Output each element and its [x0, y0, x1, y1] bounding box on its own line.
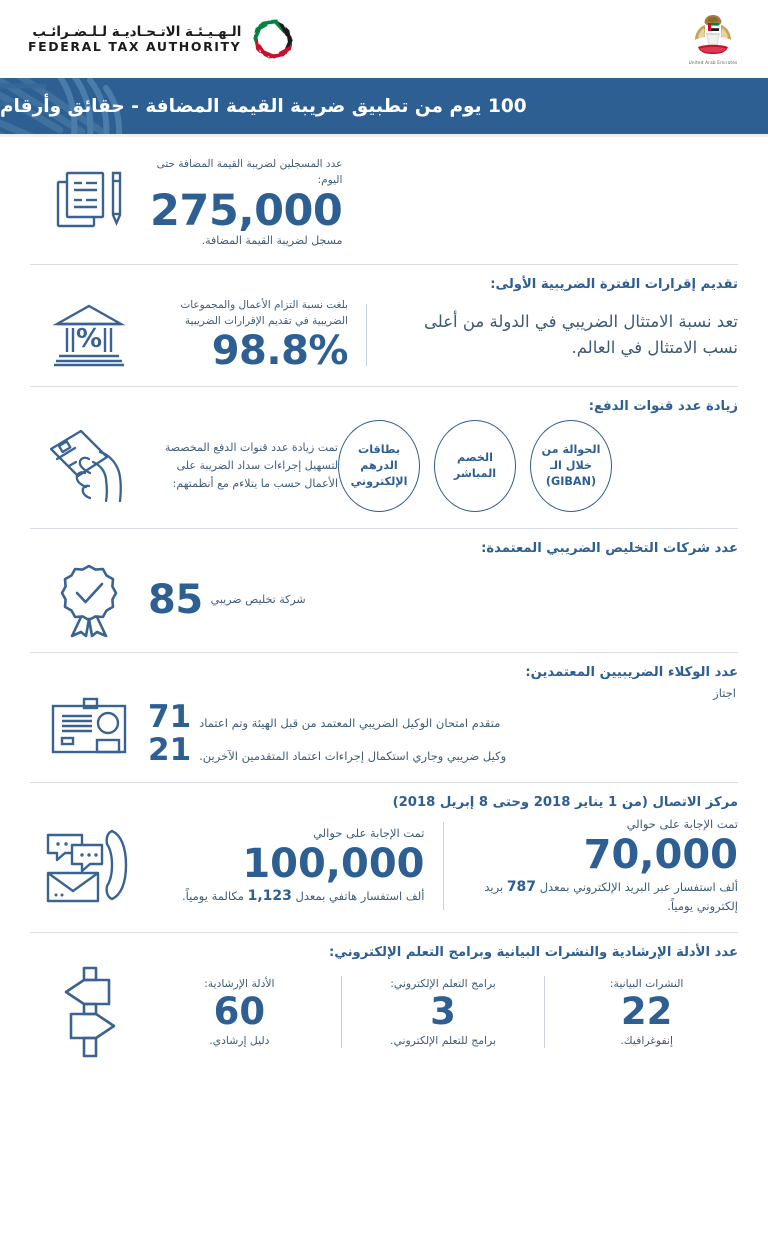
phone-tail-a: ألف استفسار هاتفي بمعدل: [295, 888, 425, 903]
compliance-divider: [366, 304, 367, 366]
id-card-icon: [30, 696, 148, 758]
agents-line-21: [148, 731, 738, 768]
infographics-sub: إنفوغرافيك.: [620, 1034, 673, 1048]
clearance-stat: [148, 576, 306, 623]
payment-channel-circles: [338, 420, 612, 512]
agents-top-label: اجتاز: [713, 685, 736, 700]
payment-description: [148, 439, 338, 493]
email-tail-b: بريد إلكتروني يومياً.: [484, 879, 738, 914]
svg-text:%: %: [75, 324, 103, 355]
call-center-title: مركز الاتصال (من 1 يناير 2018 وحتى 8 إبريل 2018): [392, 794, 738, 810]
fta-logo-text: [28, 25, 241, 52]
page-header: [0, 0, 768, 78]
phone-rate: 1,123: [247, 887, 292, 904]
section-tax-agents: [0, 653, 768, 782]
clearance-value: 85: [148, 576, 203, 623]
learning-item-elearning: [352, 976, 535, 1049]
clearance-sub: شركة تخليص ضريبي: [210, 593, 306, 607]
call-center-email: [462, 816, 739, 916]
guides-sub: دليل إرشادي.: [209, 1034, 270, 1048]
agents-value-21: 21: [148, 731, 192, 768]
hand-card-icon: [30, 429, 148, 503]
registrants-sub: مسجل لضريبة القيمة المضافة.: [201, 233, 343, 247]
section-call-center: [0, 783, 768, 932]
section-compliance: [0, 265, 768, 386]
phone-value: 100,000: [242, 840, 425, 887]
payment-title: زيادة عدد قنوات الدفع:: [588, 398, 738, 414]
agents-line-71: [148, 698, 738, 735]
compliance-stat: [148, 298, 348, 372]
learning-item-guides: [148, 976, 331, 1049]
email-lead: تمت الإجابة على حوالي: [626, 816, 738, 831]
learning-title: عدد الأدلة الإرشادية والنشرات البيانية وبرامج التعلم الإلكتروني:: [328, 945, 738, 961]
signpost-icon: [30, 966, 148, 1058]
elearning-sub: برامج للتعلم الإلكتروني.: [390, 1034, 496, 1048]
payment-lead: تمت زيادة عدد قنوات الدفع المخصصة لتسهيل إجراءات سداد الضريبة على الأعمال حسب ما يتلاءم مع أنظمتهم:: [164, 440, 338, 491]
section-clearance: [0, 529, 768, 652]
section-registrants: [0, 137, 768, 264]
agents-value-71: 71: [148, 698, 192, 735]
registrants-lead: عدد المسجلين لضريبة القيمة المضافة حتى اليوم:: [156, 158, 343, 186]
compliance-title: تقديم إقرارات الفترة الضريبية الأولى:: [490, 277, 738, 293]
email-value: 70,000: [583, 831, 738, 878]
uae-emblem-caption: United Arab Emirates: [688, 60, 738, 65]
uae-emblem: [678, 13, 748, 65]
registrants-value: 275,000: [150, 185, 343, 236]
guides-value: 60: [213, 989, 266, 1033]
documents-pen-icon: [30, 164, 150, 242]
payment-channel-direct-debit: الخصم المباشر: [434, 420, 516, 512]
uae-falcon-emblem-icon: [693, 13, 733, 59]
compliance-quote: تعد نسبة الامتثال الضريبي في الدولة من أعلى نسب الامتثال في العالم.: [423, 311, 738, 358]
fta-logo-arabic: الـهـيـئـة الاتـحـاديـة لـلـضـرائـب: [32, 24, 242, 41]
phone-chat-mail-icon: [30, 827, 148, 905]
compliance-lead: بلغت نسبة التزام الأعمال والمجموعات الضريبية في تقديم الإقرارات الضريبية: [180, 299, 348, 328]
infographics-value: 22: [620, 989, 673, 1033]
call-center-divider: [443, 822, 444, 910]
call-center-phone: [148, 825, 425, 907]
agents-text-21: وكيل ضريبي وجاري استكمال إجراءات اعتماد المتقدمين الآخرين.: [199, 748, 507, 763]
fta-logo: [28, 15, 297, 63]
phone-lead: تمت الإجابة على حوالي: [313, 825, 425, 840]
guides-label: الأدلة الإرشادية:: [204, 976, 275, 990]
elearning-label: برامج التعلم الإلكتروني:: [390, 976, 496, 990]
banner-title: 100 يوم من تطبيق ضريبة القيمة المضافة - حقائق وأرقام: [0, 95, 527, 117]
phone-tail-b: مكالمة يومياً.: [182, 888, 244, 903]
learning-divider-1: [341, 976, 342, 1048]
section-learning: [0, 933, 768, 1076]
agents-title: عدد الوكلاء الضريبيين المعتمدين:: [525, 664, 738, 680]
agents-stats: [148, 686, 738, 768]
compliance-value: 98.8%: [211, 327, 348, 374]
fta-logo-english: FEDERAL TAX AUTHORITY: [28, 38, 242, 54]
banner: [0, 78, 768, 134]
elearning-value: 3: [430, 989, 456, 1033]
email-tail-a: ألف استفسار عبر البريد الإلكتروني بمعدل: [539, 879, 738, 894]
infographics-label: النشرات البيانية:: [609, 976, 684, 990]
payment-channel-giban: الحوالة من خلال الـ (GIBAN): [530, 420, 612, 512]
learning-divider-2: [544, 976, 545, 1048]
learning-item-infographics: [555, 976, 738, 1049]
bank-percent-icon: [30, 300, 148, 370]
email-rate: 787: [506, 878, 537, 895]
payment-channel-card: بطاقات الدرهم الإلكتروني: [338, 420, 420, 512]
fta-emblem-icon: [249, 15, 297, 63]
agents-text-71: متقدم امتحان الوكيل الضريبي المعتمد من قبل الهيئة وتم اعتماد: [199, 715, 501, 730]
section-payment-channels: [0, 387, 768, 528]
ribbon-check-icon: [30, 562, 148, 638]
registrants-stat: [150, 157, 342, 248]
clearance-title: عدد شركات التخليص الضريبي المعتمدة:: [481, 540, 738, 556]
